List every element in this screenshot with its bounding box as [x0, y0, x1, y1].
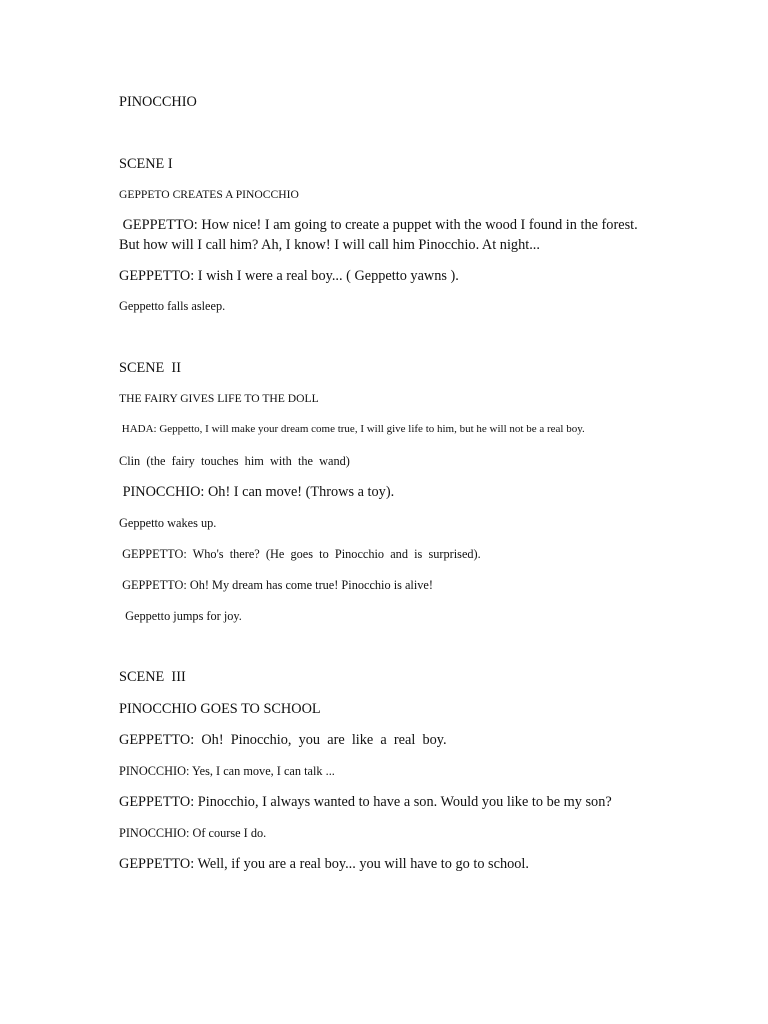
scene-3-heading: SCENE III [119, 669, 186, 685]
scene-3-line-1: GEPPETTO: Oh! Pinocchio, you are like a real boy. [119, 732, 447, 748]
scene-1-line-2: But how will I call him? Ah, I know! I will call him Pinocchio. At night... [119, 237, 540, 253]
scene-2-line-1: HADA: Geppetto, I will make your dream come true, I will give life to him, but he will not be a real boy. [119, 423, 585, 435]
document-title: PINOCCHIO [119, 94, 197, 110]
scene-2-line-4: Geppetto wakes up. [119, 516, 217, 530]
scene-2-subtitle: THE FAIRY GIVES LIFE TO THE DOLL [119, 392, 319, 405]
scene-3-subtitle: PINOCCHIO GOES TO SCHOOL [119, 701, 321, 717]
scene-3-line-2: PINOCCHIO: Yes, I can move, I can talk ... [119, 764, 335, 778]
scene-1-heading: SCENE I [119, 156, 173, 172]
scene-2-line-2: Clin (the fairy touches him with the wand) [119, 454, 350, 468]
scene-3-line-5: GEPPETTO: Well, if you are a real boy... you will have to go to school. [119, 856, 529, 872]
scene-2-line-5: GEPPETTO: Who's there? (He goes to Pinocchio and is surprised). [119, 547, 481, 561]
scene-3-line-3: GEPPETTO: Pinocchio, I always wanted to have a son. Would you like to be my son? [119, 794, 612, 810]
scene-1-line-4: Geppetto falls asleep. [119, 299, 226, 313]
scene-1-line-3: GEPPETTO: I wish I were a real boy... ( Geppetto yawns ). [119, 268, 459, 284]
scene-2-line-6: GEPPETTO: Oh! My dream has come true! Pinocchio is alive! [119, 578, 433, 592]
scene-2-line-7: Geppetto jumps for joy. [119, 609, 242, 623]
scene-1-subtitle: GEPPETO CREATES A PINOCCHIO [119, 188, 299, 201]
scene-2-line-3: PINOCCHIO: Oh! I can move! (Throws a toy). [119, 484, 395, 500]
scene-2-heading: SCENE II [119, 360, 181, 376]
scene-3-line-4: PINOCCHIO: Of course I do. [119, 826, 267, 840]
scene-1-line-1: GEPPETTO: How nice! I am going to create a puppet with the wood I found in the forest. [119, 217, 638, 233]
